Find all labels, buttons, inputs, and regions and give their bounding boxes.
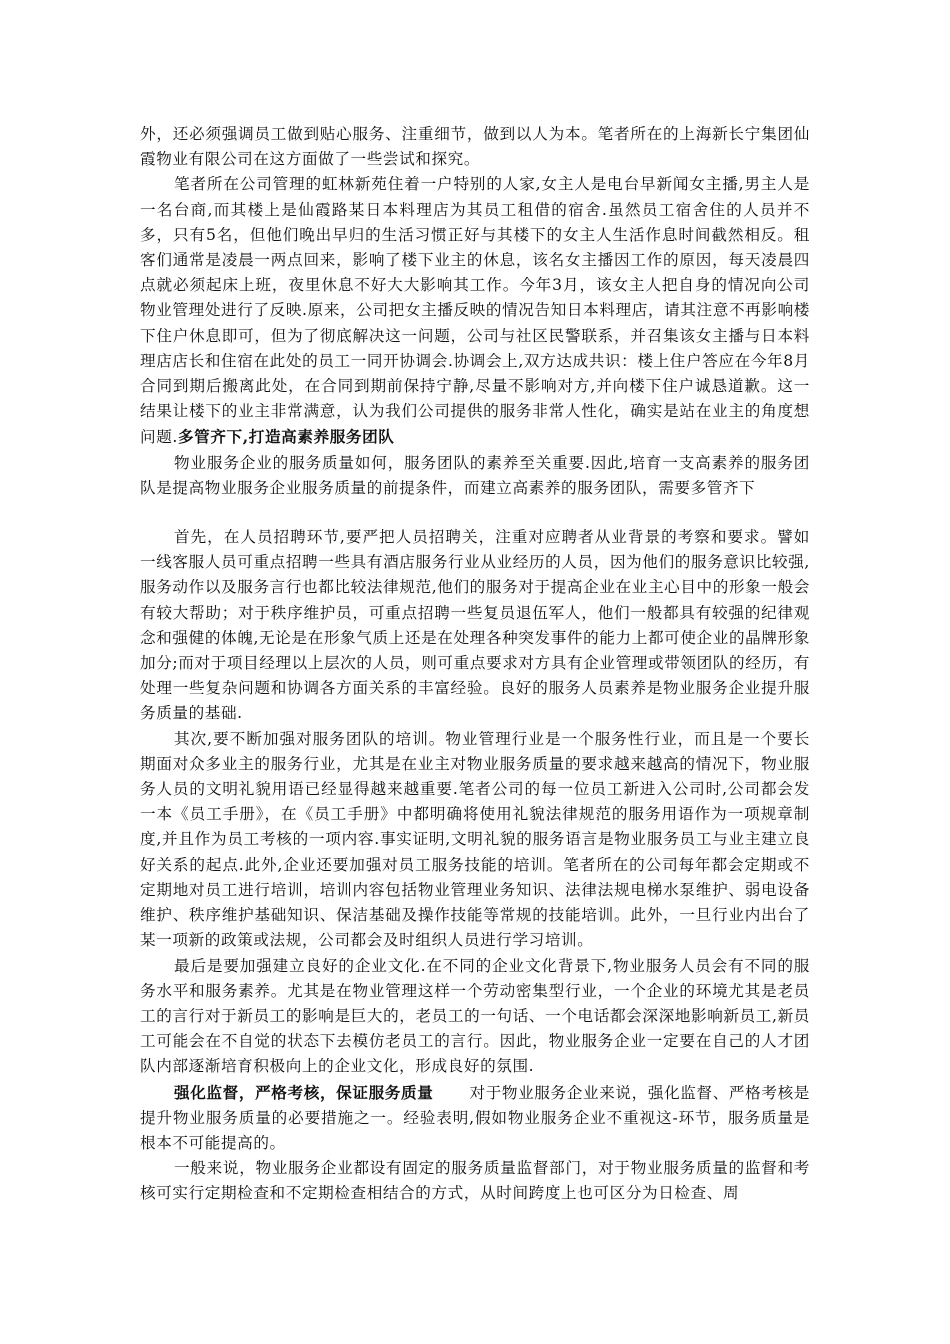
paragraph-recruitment: 首先，在人员招聘环节,要严把人员招聘关，注重对应聘者从业背景的考察和要求。譬如一线客服人员可重点招聘一些具有酒店服务行业从业经历的人员，因为他们的服务意识比较强,服务动作以及服务言行也都比较法律规范,他们的服务对于提高企业在业主心目中的形象一般会有较大帮助；对于秩序维护员，可重点招聘一些复员退伍军人，他们一般都具有较强的纪律观念和强健的体魄,无论是在形象气质上还是在处理各种突发事件的能力上都可使企业的晶牌形象加分;而对于项目经理以上层次的人员，则可重点要求对方具有企业管理或带领团队的经历，有处理一些复杂问题和协调各方面关系的丰富经验。良好的服务人员素养是物业服务企业提升服务质量的基础. [140, 528, 810, 723]
paragraph-team-quality: 物业服务企业的服务质量如何，服务团队的素养至关重要.因此,培育一支高素养的服务团队是提高物业服务企业服务质量的前提条件，而建立高素养的服务团队，需要多管齐下 [140, 453, 810, 497]
document-body [140, 122, 810, 1207]
supervision-text: 对于物业服务企业来说，强化监督、严格考核是提升物业服务质量的必要措施之一。经验表明,假如物业服务企业不重视这-环节，服务质量是根本不可能提高的。 [140, 1083, 810, 1152]
section-heading-supervision: 强化监督，严格考核，保证服务质量 [174, 1082, 434, 1102]
paragraph-culture: 最后是要加强建立良好的企业文化.在不同的企业文化背景下,物业服务人员会有不同的服务水平和服务素养。尤其是在物业管理这样一个劳动密集型行业，一个企业的环境尤其是老员工的言行对于新员工的影响是巨大的，老员工的一句话、一个电话都会深深地影响新员工,新员工可能会在不自觉的状态下去模仿老员工的言行。因此，物业服务企业一定要在自己的人才团队内部逐渐培育积极向上的企业文化，形成良好的氛围. [140, 956, 810, 1076]
paragraph-supervision [140, 1080, 810, 1157]
section-heading-team: 多管齐下,打造高素养服务团队 [177, 427, 395, 447]
paragraph-gap [140, 501, 810, 525]
case-study-text: 笔者所在公司管理的虹林新苑住着一户特别的人家,女主人是电台早新闻女主播,男主人是一名台商,而其楼上是仙霞路某日本料理店为其员工租借的宿舍.虽然员工宿舍住的人员并不多，只有5名，但他们晚出早归的生活习惯正好与其楼下的女主人生活作息时间截然相反。租客们通常是凌晨一两点回来，影响了楼下业主的休息，该名女主播因工作的原因，每天凌晨四点就必须起床上班，夜里休息不好大大影响其工作。今年3月，该女主人把自身的情况向公司物业管理处进行了反映.原来，公司把女主播反映的情况告知日本料理店，请其注意不再影响楼下住户休息即可，但为了彻底解决这一问题，公司与社区民警联系，并召集该女主播与日本料理店店长和住宿在此处的员工一同开协调会.协调会上,双方达成共识：楼上住户答应在今年8月合同到期后搬离此处，在合同到期前保持宁静,尽量不影响对方,并向楼下住户诚恳道歉。这一结果让楼下的业主非常满意，认为我们公司提供的服务非常人性化，确实是站在业主的角度想问题. [140, 175, 810, 447]
paragraph-intro-continuation: 外，还必须强调员工做到贴心服务、注重细节，做到以人为本。笔者所在的上海新长宁集团仙霞物业有限公司在这方面做了一些尝试和探究。 [140, 125, 810, 169]
paragraph-training: 其次,要不断加强对服务团队的培训。物业管理行业是一个服务性行业，而且是一个要长期面对众多业主的服务行业，尤其是在业主对物业服务质量的要求越来越高的情况下，物业服务人员的文明礼貌用语已经显得越来越重要.笔者公司的每一位员工新进入公司时,公司都会发一本《员工手册》，在《员工手册》中都明确将使用礼貌法律规范的服务用语作为一项规章制度,并且作为员工考核的一项内容.事实证明,文明礼貌的服务语言是物业服务员工与业主建立良好关系的起点.此外,企业还要加强对员工服务技能的培训。笔者所在的公司每年都会定期或不定期地对员工进行培训，培训内容包括物业管理业务知识、法律法规电梯水泵维护、弱电设备维护、秩序维护基础知识、保洁基础及操作技能等常规的技能培训。此外，一旦行业内出台了某一项新的政策或法规，公司都会及时组织人员进行学习培训。 [140, 729, 810, 950]
paragraph-case-study [140, 172, 810, 450]
paragraph-inspection: 一般来说，物业服务企业都设有固定的服务质量监督部门，对于物业服务质量的监督和考核可实行定期检查和不定期检查相结合的方式，从时间跨度上也可区分为日检查、周 [140, 1159, 810, 1203]
